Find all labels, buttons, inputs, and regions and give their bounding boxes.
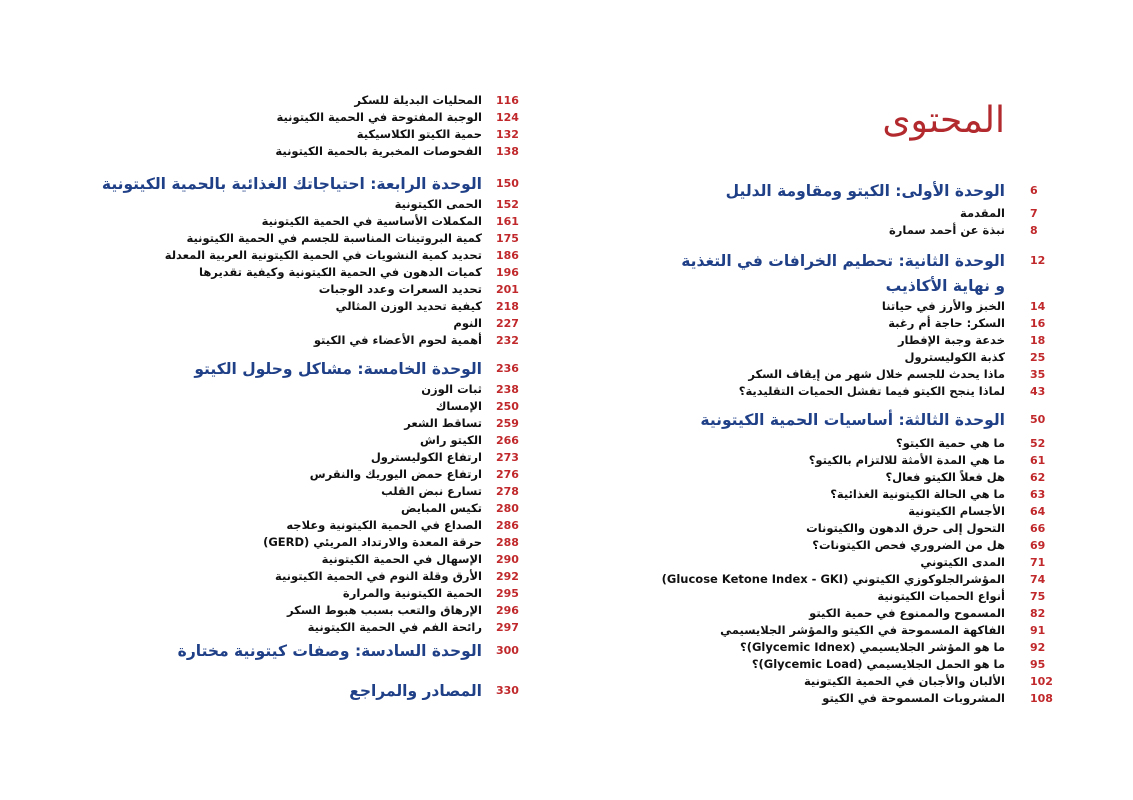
toc-entry-title: كميات الدهون في الحمية الكيتونية وكيفية تقديرها bbox=[199, 265, 482, 279]
toc-entry-title: هل من الضروري فحص الكيتونات؟ bbox=[812, 538, 1005, 552]
toc-entry-title: ما هي الحالة الكيتونية الغذائية؟ bbox=[830, 487, 1005, 501]
toc-page-number: 63 bbox=[1030, 488, 1046, 501]
toc-entry-title: المقدمة bbox=[960, 206, 1005, 220]
toc-page-number: 238 bbox=[496, 383, 519, 396]
toc-entry-title: رائحة الفم في الحمية الكيتونية bbox=[307, 620, 482, 634]
toc-page-number: 25 bbox=[1030, 351, 1046, 364]
toc-page-number: 290 bbox=[496, 553, 519, 566]
toc-entry-title: الإسهال في الحمية الكيتونية bbox=[321, 552, 482, 566]
page-title: المحتوى bbox=[882, 100, 1005, 141]
toc-entry-title: تحديد السعرات وعدد الوجبات bbox=[318, 282, 482, 296]
toc-entry-title: الإرهاق والتعب بسبب هبوط السكر bbox=[287, 603, 482, 617]
toc-entry-title: ما هي حمية الكيتو؟ bbox=[896, 436, 1005, 450]
toc-entry-title: الألبان والأجبان في الحمية الكيتونية bbox=[803, 674, 1005, 688]
toc-section-heading: المصادر والمراجع bbox=[349, 682, 482, 700]
toc-entry-title: الأجسام الكيتونية bbox=[908, 504, 1005, 518]
toc-page-number: 278 bbox=[496, 485, 519, 498]
toc-entry-title: ما هو الحمل الجلايسيمي (Glycemic Load)؟ bbox=[751, 657, 1005, 671]
toc-entry-title: المسموح والممنوع في حمية الكيتو bbox=[809, 606, 1005, 620]
toc-entry-title: الصداع في الحمية الكيتونية وعلاجه bbox=[286, 518, 482, 532]
toc-entry-title: ما هي المدة الأمثة للالتزام بالكيتو؟ bbox=[808, 453, 1005, 467]
toc-entry-title: المدى الكيتوني bbox=[920, 555, 1005, 569]
toc-entry-title: الإمساك bbox=[435, 399, 482, 413]
toc-entry-title: تحديد كمية النشويات في الحمية الكيتونية العربية المعدلة bbox=[164, 248, 482, 262]
toc-page-number: 43 bbox=[1030, 385, 1046, 398]
toc-entry-title: الحمى الكيتونية bbox=[394, 197, 482, 211]
toc-entry-title: الحمية الكيتونية والمرارة bbox=[342, 586, 482, 600]
toc-entry-title: الأرق وقلة النوم في الحمية الكيتونية bbox=[275, 569, 482, 583]
toc-section-heading: الوحدة الأولى: الكيتو ومقاومة الدليل bbox=[725, 182, 1005, 200]
toc-entry-title: ماذا يحدث للجسم خلال شهر من إيقاف السكر bbox=[748, 367, 1005, 381]
toc-page-number: 138 bbox=[496, 145, 519, 158]
toc-entry-title: حمية الكيتو الكلاسيكية bbox=[356, 127, 482, 141]
toc-entry-title: ارتفاع الكوليسترول bbox=[370, 450, 482, 464]
toc-page-number: 296 bbox=[496, 604, 519, 617]
toc-page-number: 7 bbox=[1030, 207, 1038, 220]
toc-entry-title: أهمية لحوم الأعضاء في الكيتو bbox=[313, 333, 482, 347]
toc-page-number: 175 bbox=[496, 232, 519, 245]
toc-page-number: 232 bbox=[496, 334, 519, 347]
toc-section-heading: الوحدة الخامسة: مشاكل وحلول الكيتو bbox=[194, 360, 482, 378]
toc-page-number: 161 bbox=[496, 215, 519, 228]
toc-page-number: 71 bbox=[1030, 556, 1046, 569]
toc-page-number: 14 bbox=[1030, 300, 1046, 313]
toc-entry-title: كيفية تحديد الوزن المثالي bbox=[335, 299, 482, 313]
toc-entry-title: خدعة وجبة الإفطار bbox=[897, 333, 1005, 347]
toc-entry-title: تكيس المبايض bbox=[401, 501, 482, 515]
toc-page-number: 266 bbox=[496, 434, 519, 447]
toc-entry-title: نبذة عن أحمد سمارة bbox=[889, 223, 1005, 237]
toc-page-number: 52 bbox=[1030, 437, 1046, 450]
toc-page-number: 124 bbox=[496, 111, 519, 124]
toc-page-number: 6 bbox=[1030, 184, 1038, 197]
toc-page-number: 18 bbox=[1030, 334, 1046, 347]
toc-entry-title: الخبز والأرز في حياتنا bbox=[881, 299, 1005, 313]
toc-entry-title: المشروبات المسموحة في الكيتو bbox=[822, 691, 1005, 705]
toc-entry-title: التحول إلى حرق الدهون والكيتونات bbox=[806, 521, 1005, 535]
toc-page-number: 196 bbox=[496, 266, 519, 279]
toc-page-number: 69 bbox=[1030, 539, 1046, 552]
toc-page-number: 132 bbox=[496, 128, 519, 141]
toc-page-number: 75 bbox=[1030, 590, 1046, 603]
toc-page-number: 218 bbox=[496, 300, 519, 313]
toc-page-number: 64 bbox=[1030, 505, 1046, 518]
toc-page-number: 16 bbox=[1030, 317, 1046, 330]
toc-entry-title: تسارع نبض القلب bbox=[381, 484, 482, 498]
toc-page-number: 259 bbox=[496, 417, 519, 430]
toc-entry-title: المكملات الأساسية في الحمية الكيتونية bbox=[261, 214, 482, 228]
toc-page-number: 280 bbox=[496, 502, 519, 515]
toc-entry-title: المحليات البديلة للسكر bbox=[354, 93, 482, 107]
toc-page-number: 95 bbox=[1030, 658, 1046, 671]
toc-page-number: 152 bbox=[496, 198, 519, 211]
toc-page-number: 288 bbox=[496, 536, 519, 549]
toc-page-number: 116 bbox=[496, 94, 519, 107]
toc-page-number: 62 bbox=[1030, 471, 1046, 484]
toc-section-heading: الوحدة السادسة: وصفات كيتونية مختارة bbox=[177, 642, 482, 660]
toc-page-number: 292 bbox=[496, 570, 519, 583]
toc-page-number: 150 bbox=[496, 177, 519, 190]
toc-entry-title: الوجبة المفتوحة في الحمية الكيتونية bbox=[276, 110, 482, 124]
toc-page-number: 102 bbox=[1030, 675, 1053, 688]
toc-page-number: 330 bbox=[496, 684, 519, 697]
toc-entry-title: السكر: حاجة أم رغبة bbox=[888, 316, 1005, 330]
toc-page-number: 300 bbox=[496, 644, 519, 657]
toc-entry-title: هل فعلاً الكيتو فعال؟ bbox=[885, 470, 1005, 484]
toc-section-heading: الوحدة الثالثة: أساسيات الحمية الكيتونية bbox=[700, 411, 1005, 429]
toc-section-heading: و نهاية الأكاذيب bbox=[885, 277, 1005, 295]
toc-page-number: 295 bbox=[496, 587, 519, 600]
toc-page-number: 273 bbox=[496, 451, 519, 464]
toc-page-number: 92 bbox=[1030, 641, 1046, 654]
toc-page-number: 91 bbox=[1030, 624, 1046, 637]
toc-page-number: 66 bbox=[1030, 522, 1046, 535]
toc-page-number: 74 bbox=[1030, 573, 1046, 586]
toc-section-heading: الوحدة الرابعة: احتياجاتك الغذائية بالحمية الكيتونية bbox=[101, 175, 482, 193]
toc-page-number: 35 bbox=[1030, 368, 1046, 381]
toc-page-number: 250 bbox=[496, 400, 519, 413]
toc-section-heading: الوحدة الثانية: تحطيم الخرافات في التغذية bbox=[681, 252, 1005, 270]
toc-entry-title: ثبات الوزن bbox=[421, 382, 482, 396]
toc-page-number: 286 bbox=[496, 519, 519, 532]
toc-entry-title: أنواع الحميات الكيتونية bbox=[877, 589, 1005, 603]
toc-page-number: 8 bbox=[1030, 224, 1038, 237]
toc-page-number: 108 bbox=[1030, 692, 1053, 705]
toc-entry-title: ما هو المؤشر الجلايسيمي (Glycemic Idnex)؟ bbox=[740, 640, 1005, 654]
toc-page-number: 61 bbox=[1030, 454, 1046, 467]
toc-entry-title: المؤشرالجلوكوزي الكيتوني (Glucose Ketone Index - GKI) bbox=[661, 572, 1005, 586]
toc-entry-title: تساقط الشعر bbox=[404, 416, 482, 430]
toc-entry-title: الفحوصات المخبرية بالحمية الكيتونية bbox=[275, 144, 482, 158]
toc-page-number: 236 bbox=[496, 362, 519, 375]
toc-entry-title: النوم bbox=[453, 316, 482, 330]
toc-entry-title: كذبة الكوليسترول bbox=[904, 350, 1005, 364]
toc-entry-title: حرقة المعدة والارتداد المريئي (GERD) bbox=[263, 535, 482, 549]
toc-entry-title: كمية البروتينات المناسبة للجسم في الحمية الكيتونية bbox=[186, 231, 482, 245]
toc-entry-title: الفاكهة المسموحة في الكيتو والمؤشر الجلايسيمي bbox=[720, 623, 1005, 637]
toc-entry-title: لماذا ينجح الكيتو فيما تفشل الحميات التقليدية؟ bbox=[738, 384, 1005, 398]
toc-page-number: 12 bbox=[1030, 254, 1046, 267]
toc-entry-title: ارتفاع حمض اليوريك والنقرس bbox=[309, 467, 482, 481]
toc-page-number: 186 bbox=[496, 249, 519, 262]
toc-page-number: 297 bbox=[496, 621, 519, 634]
toc-page-number: 276 bbox=[496, 468, 519, 481]
toc-page-number: 50 bbox=[1030, 413, 1046, 426]
toc-entry-title: الكيتو راش bbox=[420, 433, 482, 447]
toc-page-number: 201 bbox=[496, 283, 519, 296]
toc-page-number: 227 bbox=[496, 317, 519, 330]
toc-page-number: 82 bbox=[1030, 607, 1046, 620]
